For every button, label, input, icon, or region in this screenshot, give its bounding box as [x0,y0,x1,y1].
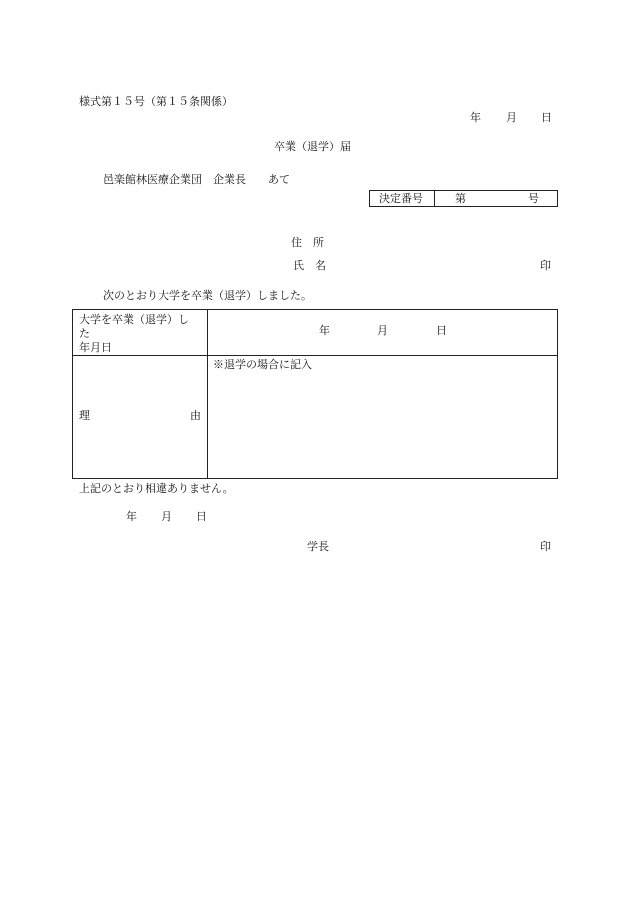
withdrawal-note: ※退学の場合に記入 [213,358,312,371]
name-label: 氏 名 [293,259,326,272]
decision-divider [434,191,435,206]
decision-number-prefix: 第 [455,192,466,205]
president-seal: 印 [540,540,551,553]
graduation-year: 年 [319,324,330,337]
form-number: 様式第１５号（第１５条関係） [79,95,233,108]
decision-number-label: 決定番号 [379,192,423,205]
date-day-label: 日 [541,111,552,124]
cert-year-label: 年 [126,510,137,523]
cert-month-label: 月 [161,510,172,523]
table-column-divider [207,310,208,478]
date-field-label-ymd: 年月日 [79,341,112,354]
page-title: 卒業（退学）届 [274,140,351,153]
cert-day-label: 日 [196,510,207,523]
date-month-label: 月 [506,111,517,124]
reason-label-right: 由 [190,409,201,422]
graduation-month: 月 [377,324,388,337]
graduation-day: 日 [436,324,447,337]
date-field-label-wrap: た [79,327,90,340]
applicant-seal: 印 [540,259,551,272]
decision-number-box [369,190,558,207]
president-label: 学長 [307,540,329,553]
address-label: 住 所 [291,236,324,249]
date-field-label: 大学を卒業（退学）し [79,313,189,326]
table-row-divider [73,355,557,356]
certification-text: 上記のとおり相違ありません。 [79,482,234,495]
decision-number-suffix: 号 [528,192,539,205]
graduation-table [72,309,558,479]
addressee: 邑楽館林医療企業団 企業長 あて [103,173,290,186]
date-year-label: 年 [470,111,481,124]
reason-label-left: 理 [79,409,90,422]
statement: 次のとおり大学を卒業（退学）しました。 [103,289,312,302]
